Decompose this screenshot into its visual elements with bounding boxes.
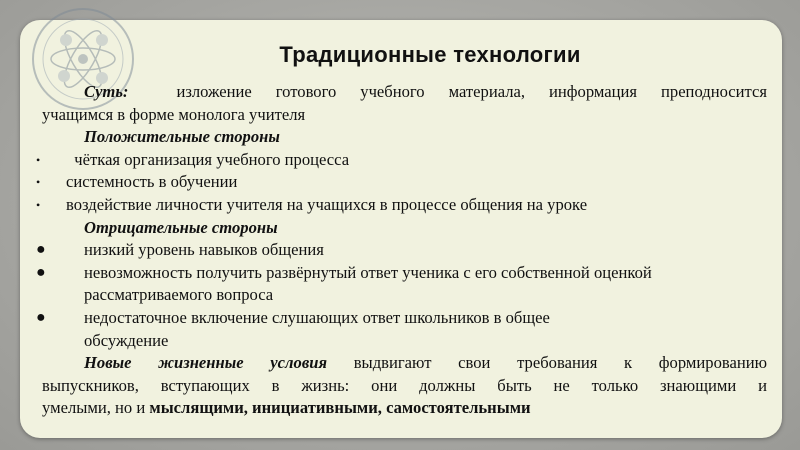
- conclusion-lead: Новые жизненные условия: [84, 353, 328, 373]
- bullet-icon: ●: [36, 308, 46, 326]
- negative-heading: Отрицательные стороны: [84, 217, 278, 237]
- negative-item: ● недостаточное включение слушающих ответ школьников в общее: [42, 307, 767, 330]
- essence-line-2: учащимся в форме монолога учителя: [42, 104, 306, 124]
- slide-title: Традиционные технологии: [279, 42, 581, 67]
- conclusion-line-3: умелыми, но и мыслящими, инициативными, самостоятельными: [42, 398, 531, 418]
- bullet-icon: •: [36, 152, 41, 167]
- essence-text: изложение готового учебного материала, информация преподносится: [176, 82, 767, 101]
- bullet-icon: •: [36, 197, 41, 212]
- negative-item-continued: обсуждение: [84, 330, 169, 350]
- slide-body: [36, 81, 767, 420]
- positive-item: • системность в обучении: [42, 171, 767, 194]
- bullet-icon: ●: [36, 241, 46, 259]
- conclusion-line-1: Новые жизненные условия выдвигают свои требования к формированию: [84, 353, 767, 373]
- negative-item: ● невозможность получить развёрнутый ответ ученика с его собственной оценкой: [42, 262, 767, 285]
- bullet-icon: ●: [36, 263, 46, 281]
- positive-heading: Положительные стороны: [84, 127, 280, 147]
- essence-label: Суть:: [84, 82, 129, 101]
- negative-item-continued: рассматриваемого вопроса: [84, 285, 274, 305]
- bullet-icon: •: [36, 175, 41, 190]
- positive-item: • воздействие личности учителя на учащихся в процессе общения на уроке: [42, 194, 767, 217]
- conclusion-line-2: выпускников, вступающих в жизнь: они должны быть не только знающими и: [42, 375, 767, 395]
- positive-item: • чёткая организация учебного процесса: [42, 149, 767, 172]
- conclusion-emphasis: мыслящими, инициативными, самостоятельными: [149, 398, 531, 418]
- essence-line-1: [42, 81, 767, 104]
- negative-item: ● низкий уровень навыков общения: [42, 239, 767, 262]
